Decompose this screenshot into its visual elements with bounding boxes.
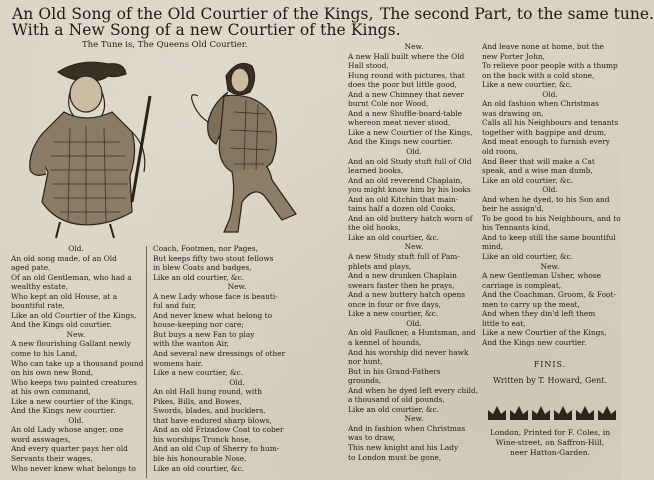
verse-line: And an old buttery hatch worn of [348, 213, 473, 223]
column-4 [482, 42, 621, 348]
verse-line: Like a new Courtier of the Kings, [348, 127, 473, 137]
verse-line: phlets and plays, [348, 261, 412, 271]
verse-line: An old Hall hung round, with [153, 387, 262, 397]
verse-line: Like an old courtier, &c. [348, 232, 439, 242]
verse-line: And several new dressings of other [153, 349, 286, 359]
verse-line: And a new drunken Chaplain [348, 271, 457, 281]
verse-line: Coach, Footmen, nor Pages, [153, 244, 258, 253]
crown-icon [554, 406, 572, 420]
stanza-heading: New. [404, 42, 424, 51]
second-part-heading: The second Part, to the same tune. [380, 5, 654, 23]
verse-line: And an old reverend Chaplain, [348, 175, 463, 185]
verse-line: Who kept an old House, at a [11, 291, 118, 301]
woodcut-illustration [20, 52, 320, 240]
verse-line: ful and fair, [153, 301, 197, 311]
verse-line: womens hair. [153, 358, 203, 368]
old-courtier-figure [30, 62, 150, 238]
imprint-line: neer Hatton-Garden. [509, 448, 591, 457]
verse-line: An old Lady whose anger, one [11, 425, 124, 435]
verse-line: And a new Shuffle-board-table [348, 108, 463, 118]
verse-line: learned books, [348, 166, 404, 176]
verse-line: Who can take up a thousand pound [11, 358, 144, 368]
crown-icon [532, 406, 550, 420]
verse-line: wealthy estate, [11, 282, 68, 292]
stanza-heading: Old. [542, 185, 558, 195]
verse-line: bountiful rate, [11, 301, 65, 311]
verse-line: Like an old courtier, &c. [153, 463, 244, 473]
verse-line: A new Lady whose face is beauti- [153, 291, 278, 301]
verse-line: Swords, blades, and bucklers, [153, 406, 266, 416]
verse-line: And his worship did never hawk [348, 347, 469, 357]
verse-line: An old song made, of an Old [11, 253, 117, 263]
verse-line: And to keep still the same bountiful [482, 232, 616, 242]
verse-line: house-keeping nor care; [153, 320, 244, 330]
verse-line: does the poor but little good, [348, 80, 457, 90]
imprint-line: London, Printed for F. Coles, in [489, 428, 611, 437]
verse-line: Like a new courtier, &c. [348, 309, 439, 319]
verse-line: on his own new Bond, [11, 368, 94, 378]
verse-line: aged pate, [11, 263, 51, 273]
verse-line: To be good to his Neighbours, and to [482, 213, 621, 223]
new-courtier-figure [192, 64, 296, 232]
verse-line: A new Gentleman Usher, whose [482, 271, 602, 281]
verse-line: was to draw, [348, 433, 396, 443]
verse-line: swears faster then he prays, [348, 280, 455, 290]
finis-label: FINIS. [533, 360, 567, 369]
verse-line: And an old Frizadow Coat to cober [153, 425, 284, 435]
crown-ornaments [485, 402, 619, 424]
verse-line: at his own command, [11, 387, 91, 397]
column-1 [11, 244, 144, 473]
column-divider [146, 246, 147, 478]
verse-line: new Porter John, [482, 51, 545, 61]
verse-line: the old hooks, [348, 223, 401, 233]
verse-line: A new flourishing Gallant newly [11, 339, 131, 349]
verse-line: Like a new courtier, &c. [482, 80, 573, 90]
verse-line: And meat enough to furnish every [482, 137, 610, 147]
crown-icon [510, 406, 528, 420]
imprint [482, 428, 618, 458]
verse-line: And the Kings new courtier. [11, 406, 116, 416]
verse-line: An old Faulkner, a Huntsman, and [348, 328, 476, 338]
verse-line: Like an old Courtier of the Kings, [11, 310, 137, 320]
stanza-heading: Old. [542, 89, 558, 99]
verse-line: And the Coachman, Groom, & Foot- [482, 290, 616, 300]
stanza-heading: New. [404, 242, 424, 252]
verse-line: mind, [482, 242, 504, 252]
verse-line: But keeps fifty two stout fellows [153, 253, 274, 263]
verse-line: together with bagpipe and drum, [482, 127, 607, 137]
verse-line: heir he assign'd, [482, 204, 544, 214]
verse-line: And an old Study stuft full of Old [348, 156, 472, 166]
verse-line: And when he dyed, to his Son and [482, 194, 610, 204]
title-line-1: An Old Song of the Old Courtier of the Kings, [12, 5, 374, 23]
verse-line: once in four or five days, [348, 299, 441, 309]
verse-line: And an old Kitchin that main- [348, 194, 459, 204]
stanza-heading: Old. [68, 415, 84, 425]
stanza-heading: New. [66, 329, 86, 339]
verse-line: Who never knew what belongs to [11, 463, 136, 473]
stanza-heading: Old. [406, 147, 422, 157]
verse-line: men to carry up the meat, [482, 299, 580, 309]
verse-line: Like a new courtier of the Kings, [11, 396, 135, 406]
verse-line: To relieve poor people with a thump [482, 61, 618, 71]
stanza-heading: Old. [68, 244, 84, 253]
verse-line: with the wanton Air, [153, 339, 230, 349]
verse-line: Hall stood, [348, 61, 389, 71]
verse-line: on the back with a cold stone, [482, 70, 595, 80]
crown-icon [598, 406, 616, 420]
verse-line: word asswages, [11, 434, 71, 444]
verse-line: Who keeps two painted creatures [11, 377, 137, 387]
verse-line: And the Kings new courtier. [348, 137, 453, 147]
verse-line: nor hunt, [348, 357, 383, 367]
column-3 [348, 42, 480, 462]
verse-line: Like an old courtier, &c. [348, 404, 439, 414]
stanza-heading: New. [227, 282, 247, 292]
crown-icon [576, 406, 594, 420]
verse-line: And an old Cup of Sherry to hum- [153, 444, 280, 454]
verse-line: Like an old courtier, &c. [482, 175, 573, 185]
verse-line: in blew Coats and badges, [153, 263, 252, 273]
verse-line: Like an old courtier, &c. [153, 272, 244, 282]
verse-line: Hung round with pictures, that [348, 70, 465, 80]
verse-line: And every quarter pays her old [11, 444, 128, 454]
verse-line: grounds, [348, 376, 382, 386]
imprint-line: Wine-street, on Saffron-Hill, [495, 438, 605, 447]
verse-line: that have endured sharp blows, [153, 415, 272, 425]
verse-line: Calls all his Neighbours and tenants [482, 118, 619, 128]
verse-line: a kennel of hounds, [348, 337, 422, 347]
verse-line: And in fashion when Christmas [348, 423, 466, 433]
verse-line: A new Study stuft full of Pam- [348, 252, 460, 262]
verse-line: come to his Land, [11, 349, 78, 359]
verse-line: But in his Grand-Fathers [348, 366, 441, 376]
verse-line: a thousand of old pounds, [348, 395, 445, 405]
verse-line: burnt Cole nor Wood, [348, 99, 429, 109]
verse-line: And when he dyed left every child, [348, 385, 479, 395]
verse-line: But buys a new Fan to play [153, 329, 255, 339]
verse-line: ble his honourable Nose, [153, 454, 247, 464]
verse-line: little to eat, [482, 318, 526, 328]
verse-line: tains half a dozen old Cooks, [348, 204, 456, 214]
tune-line: The Tune is, The Queens Old Courtier. [82, 40, 248, 50]
verse-line: And the Kings new courtier. [482, 337, 587, 347]
verse-line: And leave none at home, but the [482, 42, 604, 51]
column-2 [153, 244, 321, 473]
stanza-heading: Old. [406, 318, 422, 328]
verse-line: Like a new Courtier of the Kings, [482, 328, 607, 338]
verse-line: his worships Trunck hose, [153, 434, 252, 444]
stanza-heading: New. [404, 414, 424, 424]
verse-line: his Tennants kind, [482, 223, 551, 233]
verse-line: An old fashion when Christmas [482, 99, 599, 109]
verse-line: And the Kings old courtier. [11, 320, 112, 330]
verse-line: And never knew what belong to [153, 310, 273, 320]
verse-line: whereon meat never stood, [348, 118, 451, 128]
verse-line: And a new buttery hatch opens [348, 290, 466, 300]
author-line: Written by T. Howard, Gent. [492, 376, 607, 385]
verse-line: Servants their wages, [11, 454, 93, 464]
verse-line: Like an old courtier, &c. [482, 252, 573, 262]
verse-line: Like a new courtier, &c. [153, 368, 244, 378]
verse-line: A new Hall built where the Old [348, 51, 465, 61]
verse-line: speak, and a wise man dumb, [482, 166, 593, 176]
verse-line: And when they din'd left them [482, 309, 596, 319]
stanza-heading: New. [540, 261, 560, 271]
title-line-2: With a New Song of a new Courtier of the Kings. [12, 21, 401, 39]
verse-line: you might know him by his looks [348, 185, 471, 195]
verse-line: was drawing on, [482, 108, 544, 118]
crown-icon [488, 406, 506, 420]
verse-line: This new knight and his Lady [348, 442, 459, 452]
verse-line: carriage is compleat, [482, 280, 562, 290]
verse-line: Of an old Gentleman, who had a [11, 272, 132, 282]
verse-line: And a new Chimney that never [348, 89, 464, 99]
verse-line: Pikes, Bills, and Bowes, [153, 396, 242, 406]
verse-line: And Beer that will make a Cat [482, 156, 595, 166]
stanza-heading: Old. [229, 377, 245, 387]
verse-line: old room, [482, 147, 518, 157]
verse-line: to London must be gone, [348, 452, 442, 462]
